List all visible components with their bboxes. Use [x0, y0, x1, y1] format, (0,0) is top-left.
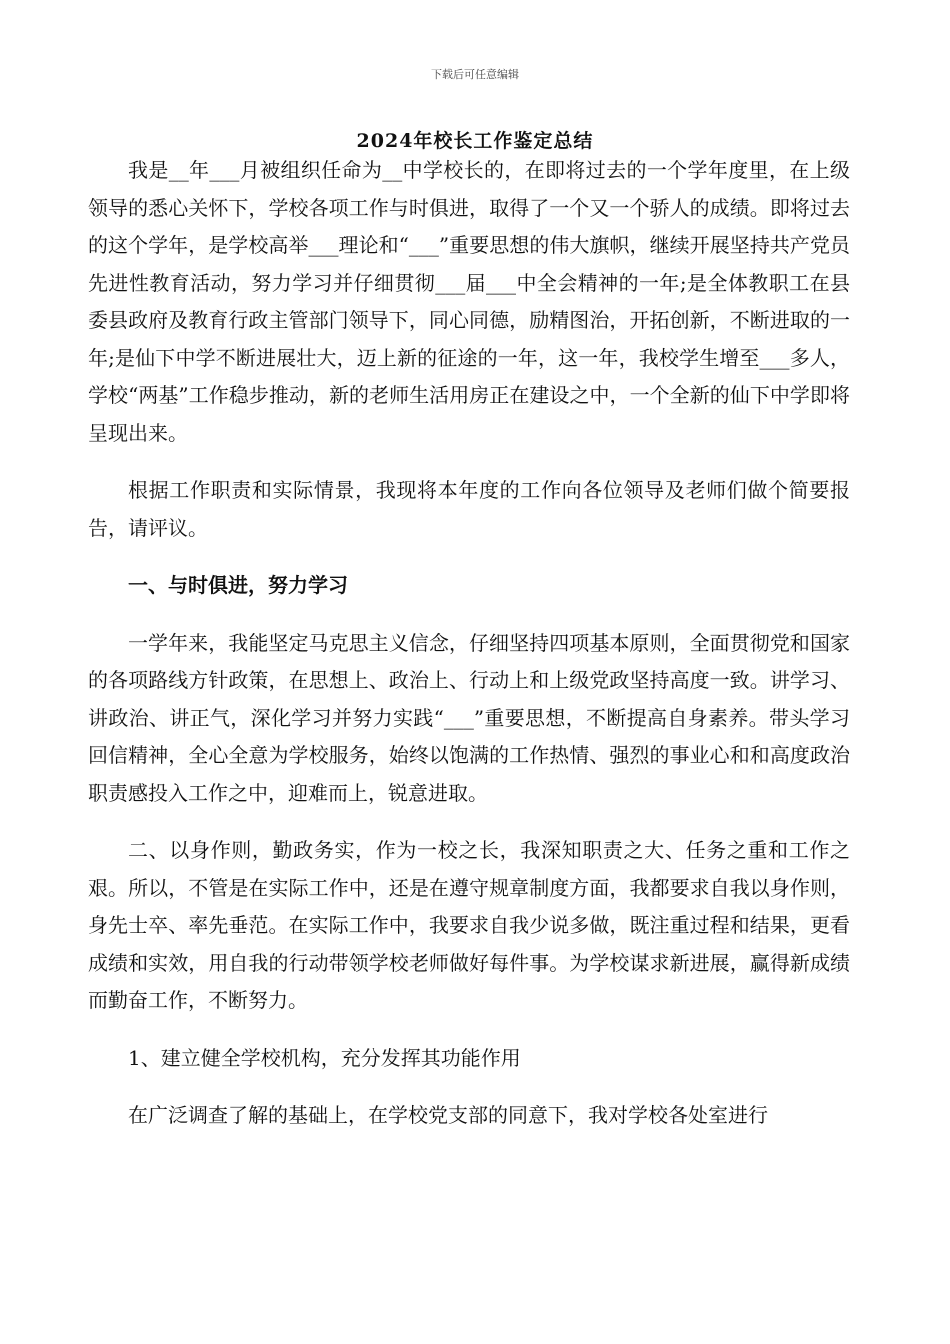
paragraph-gap: [88, 1077, 850, 1097]
section-heading-1: 一、与时俱进，努力学习: [128, 573, 348, 597]
paragraph-gap: [88, 812, 850, 832]
subsection-heading-1: 1、建立健全学校机构，充分发挥其功能作用: [128, 1045, 521, 1070]
paragraph-gap: [88, 547, 850, 567]
subsection-1-paragraph: 在广泛调查了解的基础上，在学校党支部的同意下，我对学校各处室进行: [128, 1103, 768, 1127]
report-paragraph: 根据工作职责和实际情景，我现将本年度的工作向各位领导及老师们做个简要报告，请评议。: [88, 478, 850, 540]
intro-paragraph: 我是__年___月被组织任命为__中学校长的，在即将过去的一个学年度里，在上级领导的悉心关怀下，学校各项工作与时俱进，取得了一个又一个骄人的成绩。即将过去的这个学年，是学校高举___理论和“___”重要思想的伟大旗帜，继续开展坚持共产党员先进性教育活动，努力学习并仔细贯彻___届___中全会精神的一年;是全体教职工在县委县政府及教育行政主管部门领导下，同心同德，励精图治，开拓创新，不断进取的一年;是仙下中学不断进展壮大，迈上新的征途的一年，这一年，我校学生增至___多人，学校“两基”工作稳步推动，新的老师生活用房正在建设之中，一个全新的仙下中学即将呈现出来。: [88, 158, 850, 445]
section-2-paragraph: 二、以身作则，勤政务实，作为一校之长，我深知职责之大、任务之重和工作之艰。所以，不管是在实际工作中，还是在遵守规章制度方面，我都要求自我以身作则，身先士卒、率先垂范。在实际工作中，我要求自我少说多做，既注重过程和结果，更看成绩和实效，用自我的行动带领学校老师做好每件事。为学校谋求新进展，赢得新成绩而勤奋工作，不断努力。: [88, 838, 850, 1012]
page-header-note: 下载后可任意编辑: [431, 68, 519, 81]
document-body: [88, 152, 850, 1135]
document-title: 2024年校长工作鉴定总结: [356, 130, 594, 152]
paragraph-gap: [88, 452, 850, 472]
paragraph-gap: [88, 605, 850, 625]
section-1-paragraph: 一学年来，我能坚定马克思主义信念，仔细坚持四项基本原则，全面贯彻党和国家的各项路线方针政策，在思想上、政治上、行动上和上级党政坚持高度一致。讲学习、讲政治、讲正气，深化学习并努力实践“___”重要思想，不断提高自身素养。带头学习回信精神，全心全意为学校服务，始终以饱满的工作热情、强烈的事业心和和高度政治职责感投入工作之中，迎难而上，锐意进取。: [88, 630, 850, 805]
paragraph-gap: [88, 1020, 850, 1040]
